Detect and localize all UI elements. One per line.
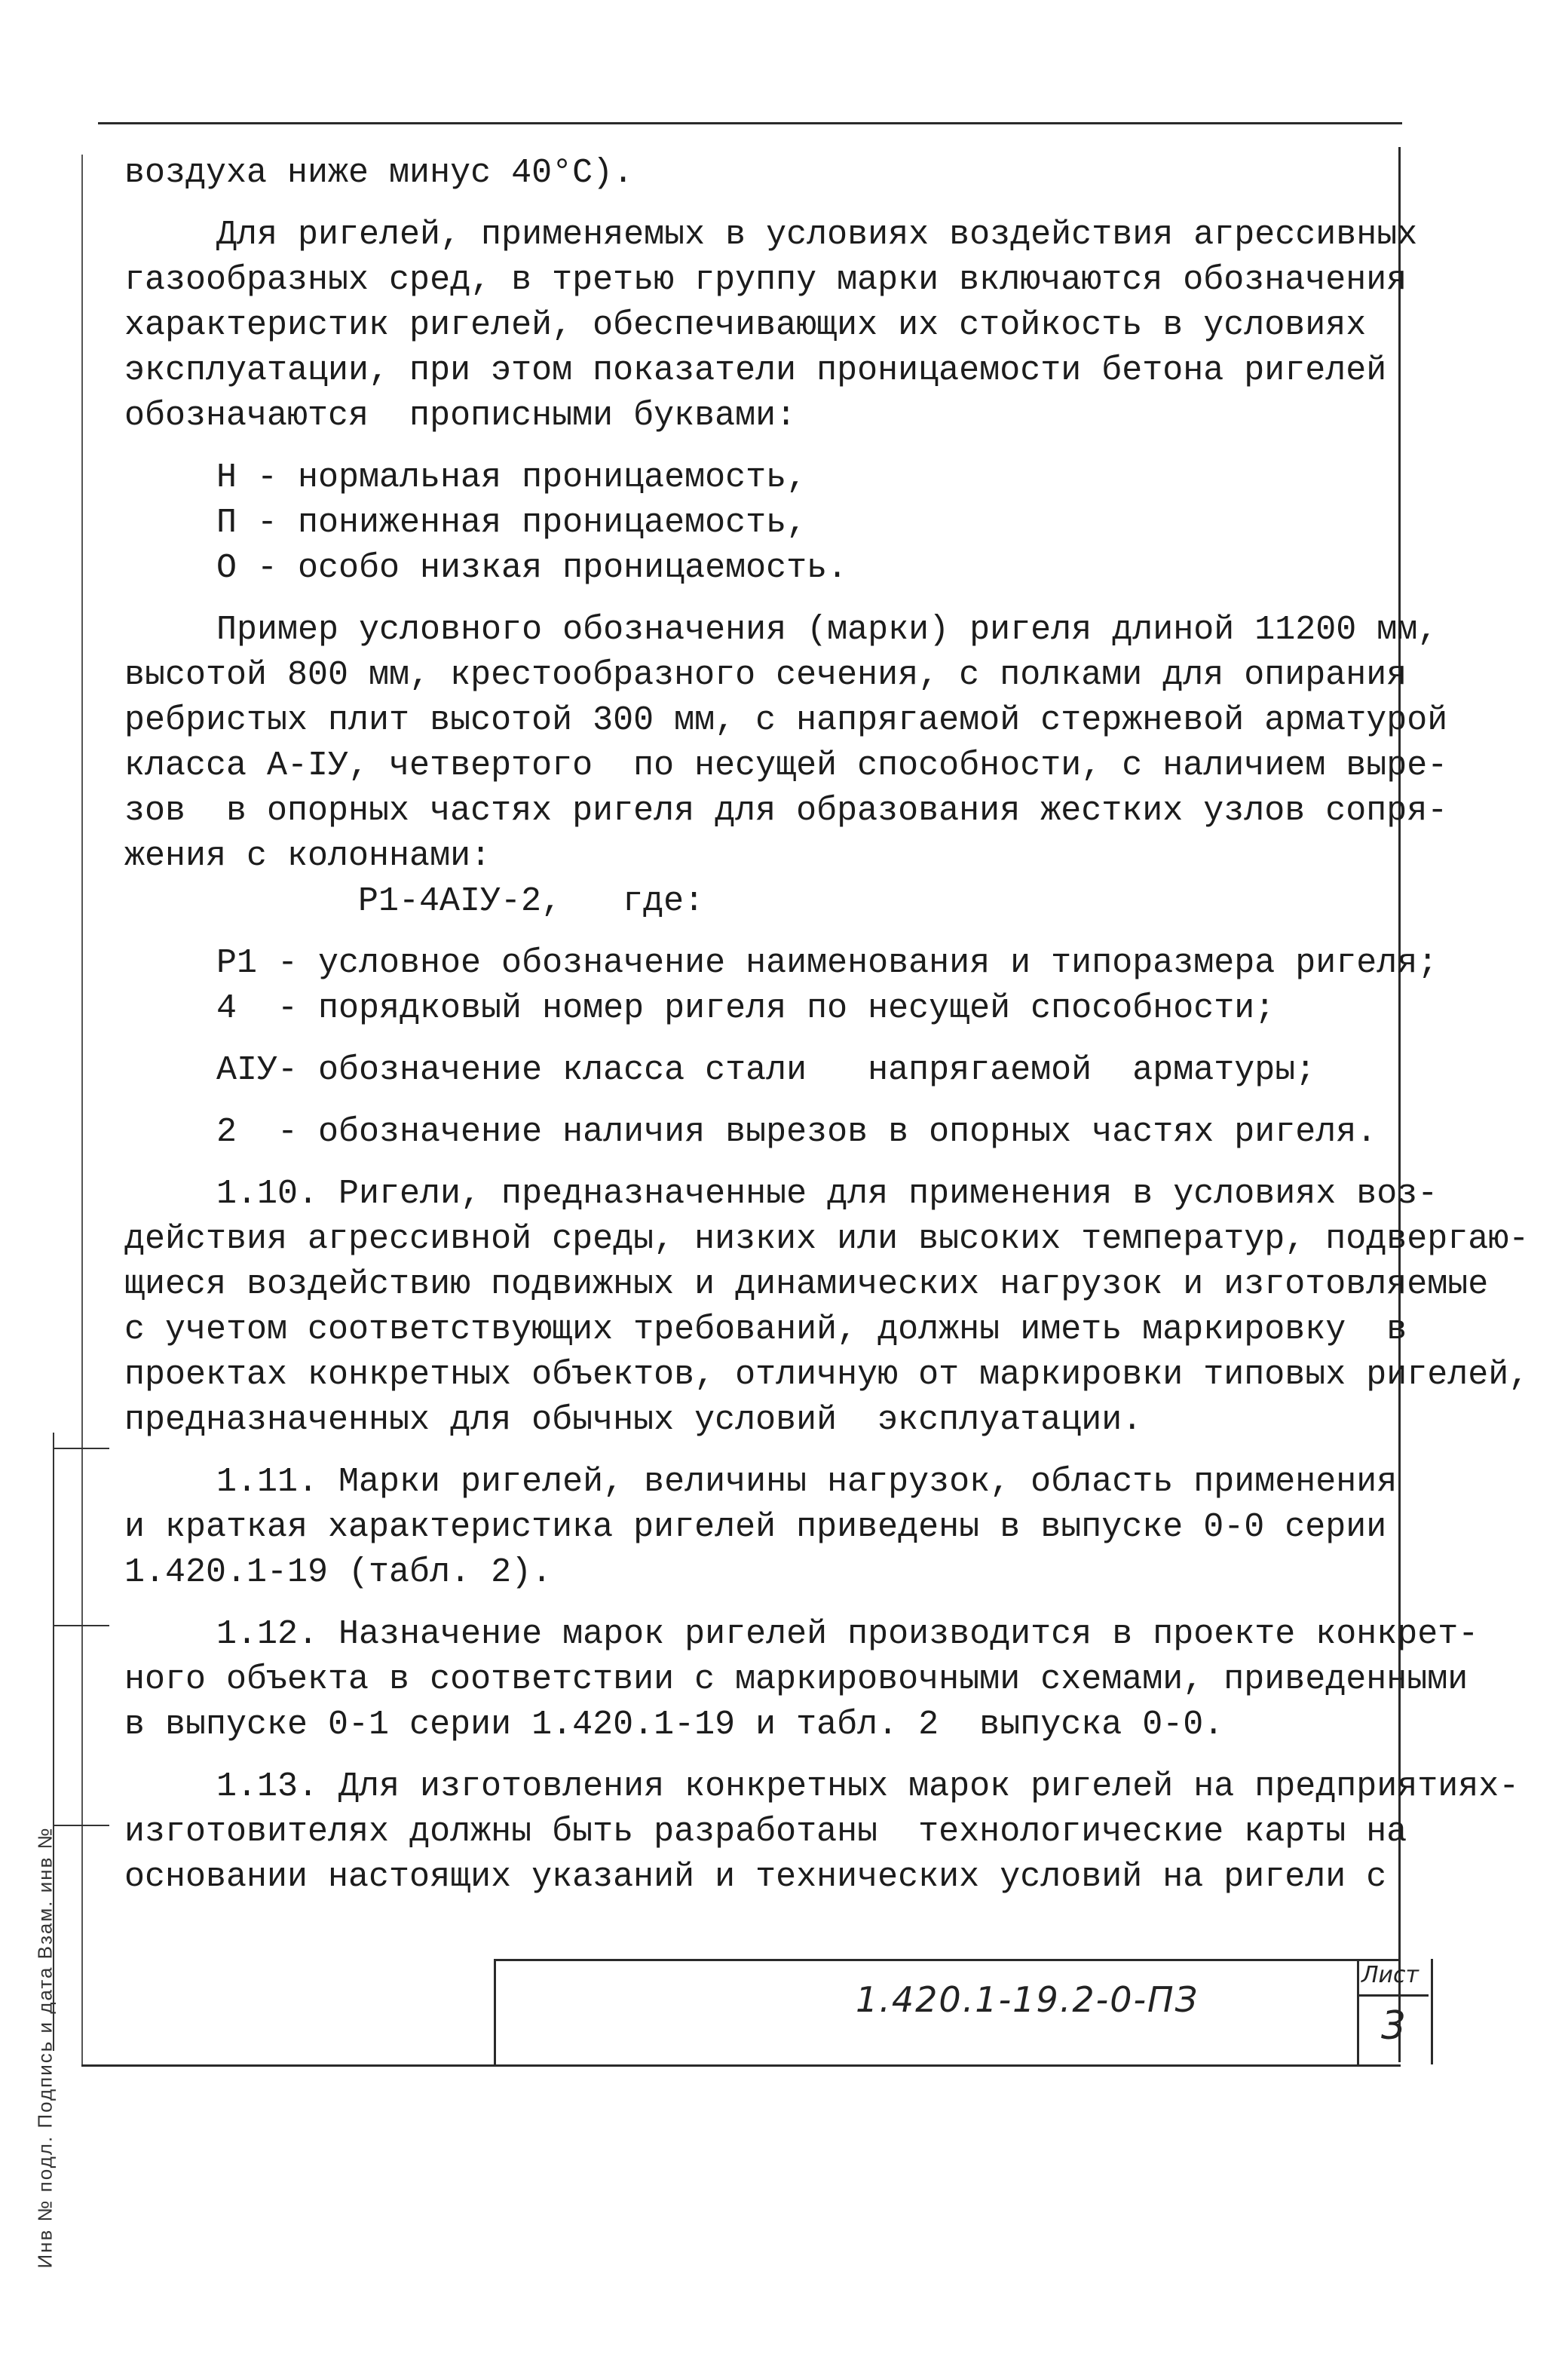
text-line: Для ригелей, применяемых в условиях воздействия агрессивных xyxy=(216,216,1418,254)
stamp-divider xyxy=(53,1448,109,1449)
text-line: с учетом соответствующих требований, должны иметь маркировку в xyxy=(124,1310,1407,1349)
text-line: 1.11. Марки ригелей, величины нагрузок, область применения xyxy=(216,1463,1398,1501)
legend-item: Р1 - условное обозначение наименования и типоразмера ригеля; xyxy=(216,944,1438,982)
text-line: в выпуске 0-1 серии 1.420.1-19 и табл. 2 выпуска 0-0. xyxy=(124,1706,1224,1744)
text-line: 1.12. Назначение марок ригелей производится в проекте конкрет- xyxy=(216,1615,1479,1654)
text-line: основании настоящих указаний и технических условий на ригели с xyxy=(124,1858,1387,1896)
text-line: изготовителях должны быть разработаны технологические карты на xyxy=(124,1813,1407,1851)
list-item: О - особо низкая проницаемость. xyxy=(216,549,848,587)
legend-item: АIУ- обозначение класса стали напрягаемой арматуры; xyxy=(216,1051,1316,1090)
text-line: ребристых плит высотой 300 мм, с напрягаемой стержневой арматурой xyxy=(124,701,1448,740)
text-line: Пример условного обозначения (марки) ригеля длиной 11200 мм, xyxy=(216,611,1438,649)
text-line: жения с колоннами: xyxy=(124,837,492,875)
text-line: эксплуатации, при этом показатели проницаемости бетона ригелей xyxy=(124,351,1387,390)
document-body xyxy=(124,151,1530,1900)
stamp-divider xyxy=(53,1825,109,1826)
text-line: высотой 800 мм, крестообразного сечения, с полками для опирания xyxy=(124,656,1407,694)
document-code: 1.420.1-19.2-0-ПЗ xyxy=(856,1979,1199,2020)
text-line: действия агрессивной среды, низких или высоких температур, подвергаю- xyxy=(124,1220,1530,1258)
text-line: обозначаются прописными буквами: xyxy=(124,397,797,435)
text-line: проектах конкретных объектов, отличную от маркировки типовых ригелей, xyxy=(124,1356,1530,1394)
stamp-divider xyxy=(53,1625,109,1626)
text-line: 1.10. Ригели, предназначенные для применения в условиях воз- xyxy=(216,1175,1438,1213)
text-line: 1.420.1-19 (табл. 2). xyxy=(124,1553,553,1592)
list-item: Н - нормальная проницаемость, xyxy=(216,458,807,497)
text-line: щиеся воздействию подвижных и динамических нагрузок и изготовляемые xyxy=(124,1265,1489,1304)
sheet-cell-divider xyxy=(1357,1994,1429,1997)
text-line: зов в опорных частях ригеля для образования жестких узлов сопря- xyxy=(124,792,1448,830)
text-line: газообразных сред, в третью группу марки включаются обозначения xyxy=(124,261,1407,299)
designation-example: Р1-4АIУ-2, где: xyxy=(358,882,705,921)
sheet-label: Лист xyxy=(1361,1962,1419,1988)
legend-item: 2 - обозначение наличия вырезов в опорных частях ригеля. xyxy=(216,1113,1377,1151)
text-line: ного объекта в соответствии с маркировочными схемами, приведенными xyxy=(124,1660,1468,1699)
legend-item: 4 - порядковый номер ригеля по несущей способности; xyxy=(216,989,1276,1028)
list-item: П - пониженная проницаемость, xyxy=(216,504,807,542)
sheet-number: 3 xyxy=(1381,2003,1407,2049)
text-line: и краткая характеристика ригелей приведены в выпуске 0-0 серии xyxy=(124,1508,1387,1546)
frame-top-border xyxy=(98,122,1402,124)
text-line: класса А-IУ, четвертого по несущей способности, с наличием выре- xyxy=(124,746,1448,785)
text-line: 1.13. Для изготовления конкретных марок ригелей на предприятиях- xyxy=(216,1767,1520,1806)
text-line: воздуха ниже минус 40°С). xyxy=(124,154,634,192)
stamp-label: Инв № подл. Подпись и дата Взам. инв № xyxy=(33,1826,57,2269)
binding-margin-stamp xyxy=(23,1433,83,2269)
text-line: характеристик ригелей, обеспечивающих их стойкость в условиях xyxy=(124,306,1367,345)
text-line: предназначенных для обычных условий эксплуатации. xyxy=(124,1401,1143,1439)
